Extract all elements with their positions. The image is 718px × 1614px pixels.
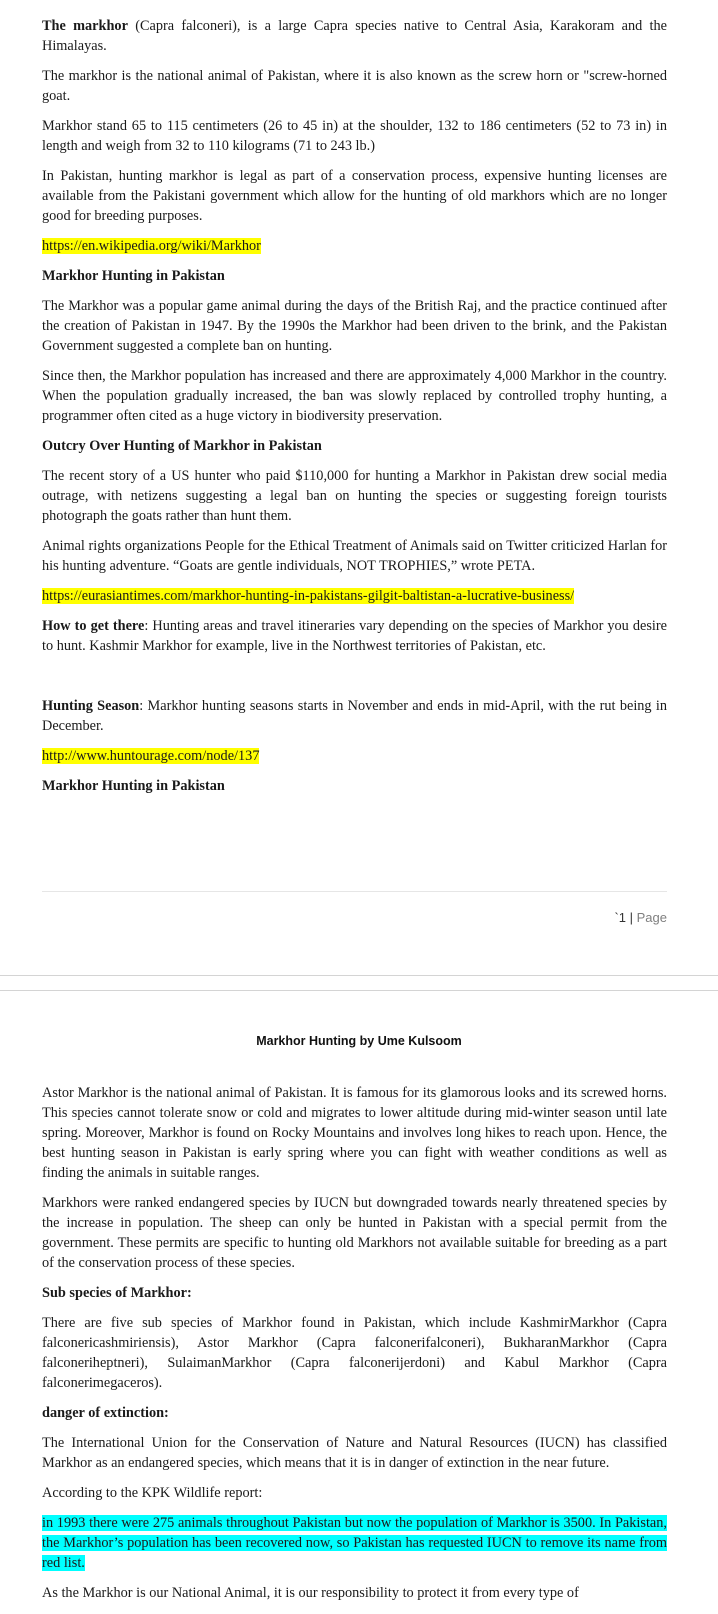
link-wikipedia[interactable]: https://en.wikipedia.org/wiki/Markhor [42, 238, 261, 254]
paragraph-responsibility [42, 1583, 667, 1591]
paragraph-how-to-get-there [42, 616, 667, 656]
how-bold-term: How to get there [42, 618, 145, 634]
paragraph-dimensions: Markhor stand 65 to 115 centimeters (26 to 45 in) at the shoulder, 132 to 186 centimeters (52 to 73 in) in length and weigh from 32 to 110 kilograms (71 to 243 lb.) [42, 118, 667, 154]
paragraph-national-animal: The markhor is the national animal of Pakistan, where it is also known as the screw horn or "screw-horned goat. [42, 68, 667, 104]
page-1-body [42, 16, 667, 806]
paragraph-kpk-report: According to the KPK Wildlife report: [42, 1485, 263, 1501]
how-text: : Hunting areas and travel itineraries vary depending on the species of Markhor you desire to hunt. Kashmir Markhor for example, live in the Northwest territories of Pakistan, etc. [42, 618, 667, 654]
link-huntourage[interactable]: http://www.huntourage.com/node/137 [42, 748, 260, 764]
page-header-title: Markhor Hunting by Ume Kulsoom [256, 1034, 462, 1048]
heading-markhor-hunting: Markhor Hunting in Pakistan [42, 268, 225, 284]
link-eurasiantimes[interactable]: https://eurasiantimes.com/markhor-hunting-in-pakistans-gilgit-baltistan-a-lucrative-business/ [42, 588, 575, 604]
paragraph-sub-species: There are five sub species of Markhor found in Pakistan, which include KashmirMarkhor (Capra falconericashmiriensis), Astor Markhor (Capra falconerifalconeri), BukharanMarkhor (Capra falconeriheptneri), SulaimanMarkhor (Capra falconerijerdoni) and Kabul Markhor (Capra falconerimegaceros). [42, 1315, 667, 1391]
intro-text: (Capra falconeri), is a large Capra species native to Central Asia, Karakoram and the Himalayas. [42, 18, 667, 54]
intro-bold-term: The markhor [42, 18, 128, 34]
season-bold-term: Hunting Season [42, 698, 140, 714]
page-footer [614, 910, 667, 925]
page-2-body [42, 1083, 667, 1591]
paragraph-british-raj: The Markhor was a popular game animal during the days of the British Raj, and the practice continued after the creation of Pakistan in 1947. By the 1990s the Markhor had been driven to the brink, and the Pakistan Government suggested a complete ban on hunting. [42, 298, 667, 354]
paragraph-hunting-legal: In Pakistan, hunting markhor is legal as part of a conservation process, expensive hunting licenses are available from the Pakistani government which allow for the hunting of old markhors which are no longer good for breeding purposes. [42, 168, 667, 224]
footer-divider [42, 891, 667, 892]
heading-danger-extinction: danger of extinction: [42, 1405, 169, 1421]
paragraph-astor-markhor: Astor Markhor is the national animal of Pakistan. It is famous for its glamorous looks and its screwed horns. This species cannot tolerate snow or cold and migrates to lower altitude during mid-winter season until late spring. Moreover, Markhor is found on Rocky Mountains and involves long hikes to reach upon. Hence, the best hunting season in Pakistan is early spring where you can fight with weather conditions as well as finding the animals in suitable ranges. [42, 1085, 667, 1181]
page-label: Page [636, 910, 667, 925]
highlighted-population-text: in 1993 there were 275 animals throughout Pakistan but now the population of Markhor is 3500. In Pakistan, the Markhor’s population has been recovered now, so Pakistan has requested IUCN to remove its name from red list. [42, 1515, 667, 1571]
page-break [0, 975, 718, 991]
heading-sub-species: Sub species of Markhor: [42, 1285, 192, 1301]
heading-markhor-hunting-2: Markhor Hunting in Pakistan [42, 778, 225, 794]
link-wikipedia-line [42, 236, 667, 256]
heading-outcry: Outcry Over Hunting of Markhor in Pakistan [42, 438, 322, 454]
paragraph-us-hunter: The recent story of a US hunter who paid $110,000 for hunting a Markhor in Pakistan drew social media outrage, with netizens suggesting a legal ban on hunting the species or suggesting foreign tourists photograph the goats rather than hunt them. [42, 468, 667, 524]
link-eurasiantimes-line [42, 586, 667, 606]
paragraph-population: Since then, the Markhor population has increased and there are approximately 4,000 Markhor in the country. When the population gradually increased, the ban was slowly replaced by controlled trophy hunting, a programmer often cited as a huge victory in biodiversity preservation. [42, 368, 667, 424]
paragraph-peta: Animal rights organizations People for the Ethical Treatment of Animals said on Twitter criticized Harlan for his hunting adventure. “Goats are gentle individuals, NOT TROPHIES,” wrote PETA. [42, 538, 667, 574]
season-text: : Markhor hunting seasons starts in November and ends in mid-April, with the rut being in December. [42, 698, 667, 734]
paragraph-hunting-season [42, 696, 667, 736]
link-huntourage-line [42, 746, 667, 766]
paragraph-iucn-classification: The International Union for the Conservation of Nature and Natural Resources (IUCN) has classified Markhor as an endangered species, which means that it is in danger of extinction in the near future. [42, 1435, 667, 1471]
paragraph-intro [42, 16, 667, 56]
footer-separator: | [626, 910, 637, 925]
blank-line [42, 666, 667, 696]
paragraph-population-highlight [42, 1513, 667, 1573]
page-number: `1 [614, 910, 627, 925]
paragraph-iucn-ranking: Markhors were ranked endangered species by IUCN but downgraded towards nearly threatened species by the increase in population. The sheep can only be hunted in Pakistan with a special permit from the government. These permits are specific to hunting old Markhors not available suitable for breeding as a part of the conservation process of these species. [42, 1195, 667, 1271]
